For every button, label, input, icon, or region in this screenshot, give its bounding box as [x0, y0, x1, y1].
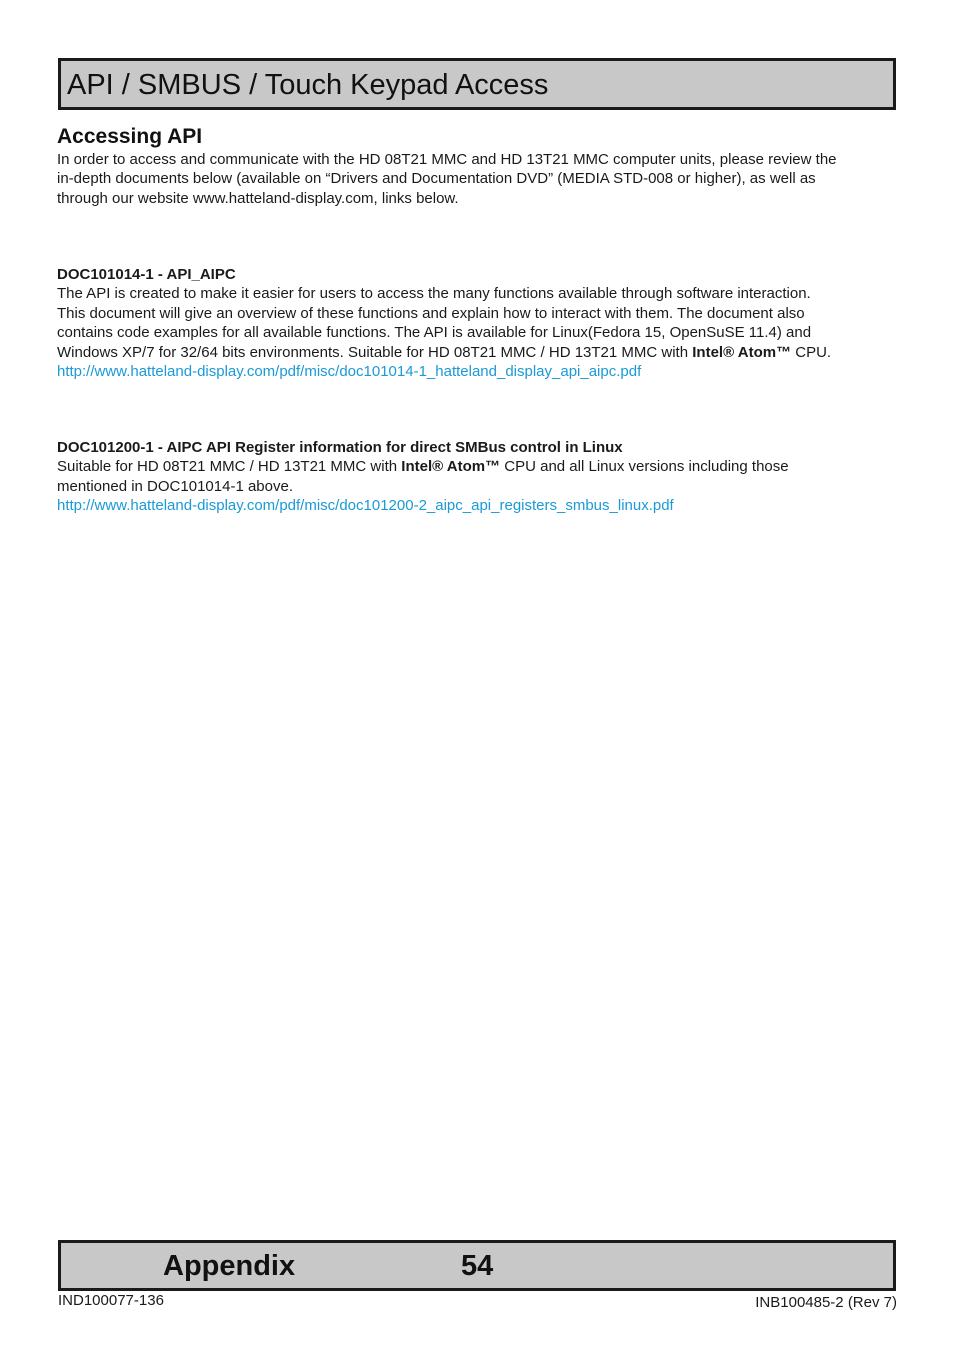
cpu-name: Intel® Atom™ — [401, 458, 501, 476]
page-title: API / SMBUS / Touch Keypad Access — [67, 69, 549, 101]
doc1-line-text: Windows XP/7 for 32/64 bits environments. Suitable for HD 08T21 MMC / HD 13T21 MMC with — [57, 343, 693, 361]
doc1-line: contains code examples for all available functions. The API is available for Linux(Fedora 15, OpenSuSE 11.4) and — [57, 324, 812, 342]
cpu-name: Intel® Atom™ — [692, 343, 792, 361]
doc1-line-text: CPU. — [791, 343, 832, 361]
footer-bar — [58, 1240, 896, 1291]
doc2-block — [57, 438, 902, 516]
footer-section-label: Appendix — [163, 1250, 296, 1282]
doc2-line-text: Suitable for HD 08T21 MMC / HD 13T21 MMC with — [57, 458, 402, 476]
intro-paragraph — [57, 150, 902, 208]
doc1-line: The API is created to make it easier for users to access the many functions available through software interaction. — [57, 285, 811, 303]
intro-line: through our website www.hatteland-display.com, links below. — [57, 189, 459, 207]
doc1-title: DOC101014-1 - API_AIPC — [57, 266, 236, 283]
doc1-block — [57, 265, 902, 381]
doc2-line — [57, 457, 902, 476]
intro-line: In order to access and communicate with the HD 08T21 MMC and HD 13T21 MMC computer units, please review the — [57, 151, 837, 168]
doc1-link[interactable]: http://www.hatteland-display.com/pdf/misc/doc101014-1_hatteland_display_api_aipc.pdf — [57, 363, 642, 381]
page-number: 54 — [461, 1250, 494, 1282]
document-id-right: INB100485-2 (Rev 7) — [755, 1294, 897, 1311]
page-title-bar — [58, 58, 896, 110]
doc1-line: This document will give an overview of these functions and explain how to interact with them. The document also — [57, 304, 805, 322]
section-heading: Accessing API — [57, 125, 203, 148]
doc2-line-text: CPU and all Linux versions including those — [500, 458, 789, 476]
intro-line: in-depth documents below (available on “Drivers and Documentation DVD” (MEDIA STD-008 or higher), as well as — [57, 170, 816, 188]
document-id-left: IND100077-136 — [58, 1292, 164, 1309]
doc2-link[interactable]: http://www.hatteland-display.com/pdf/misc/doc101200-2_aipc_api_registers_smbus_linux.pdf — [57, 497, 674, 515]
doc1-line — [57, 343, 902, 362]
doc2-title: DOC101200-1 - AIPC API Register information for direct SMBus control in Linux — [57, 439, 623, 456]
doc2-line: mentioned in DOC101014-1 above. — [57, 477, 293, 495]
